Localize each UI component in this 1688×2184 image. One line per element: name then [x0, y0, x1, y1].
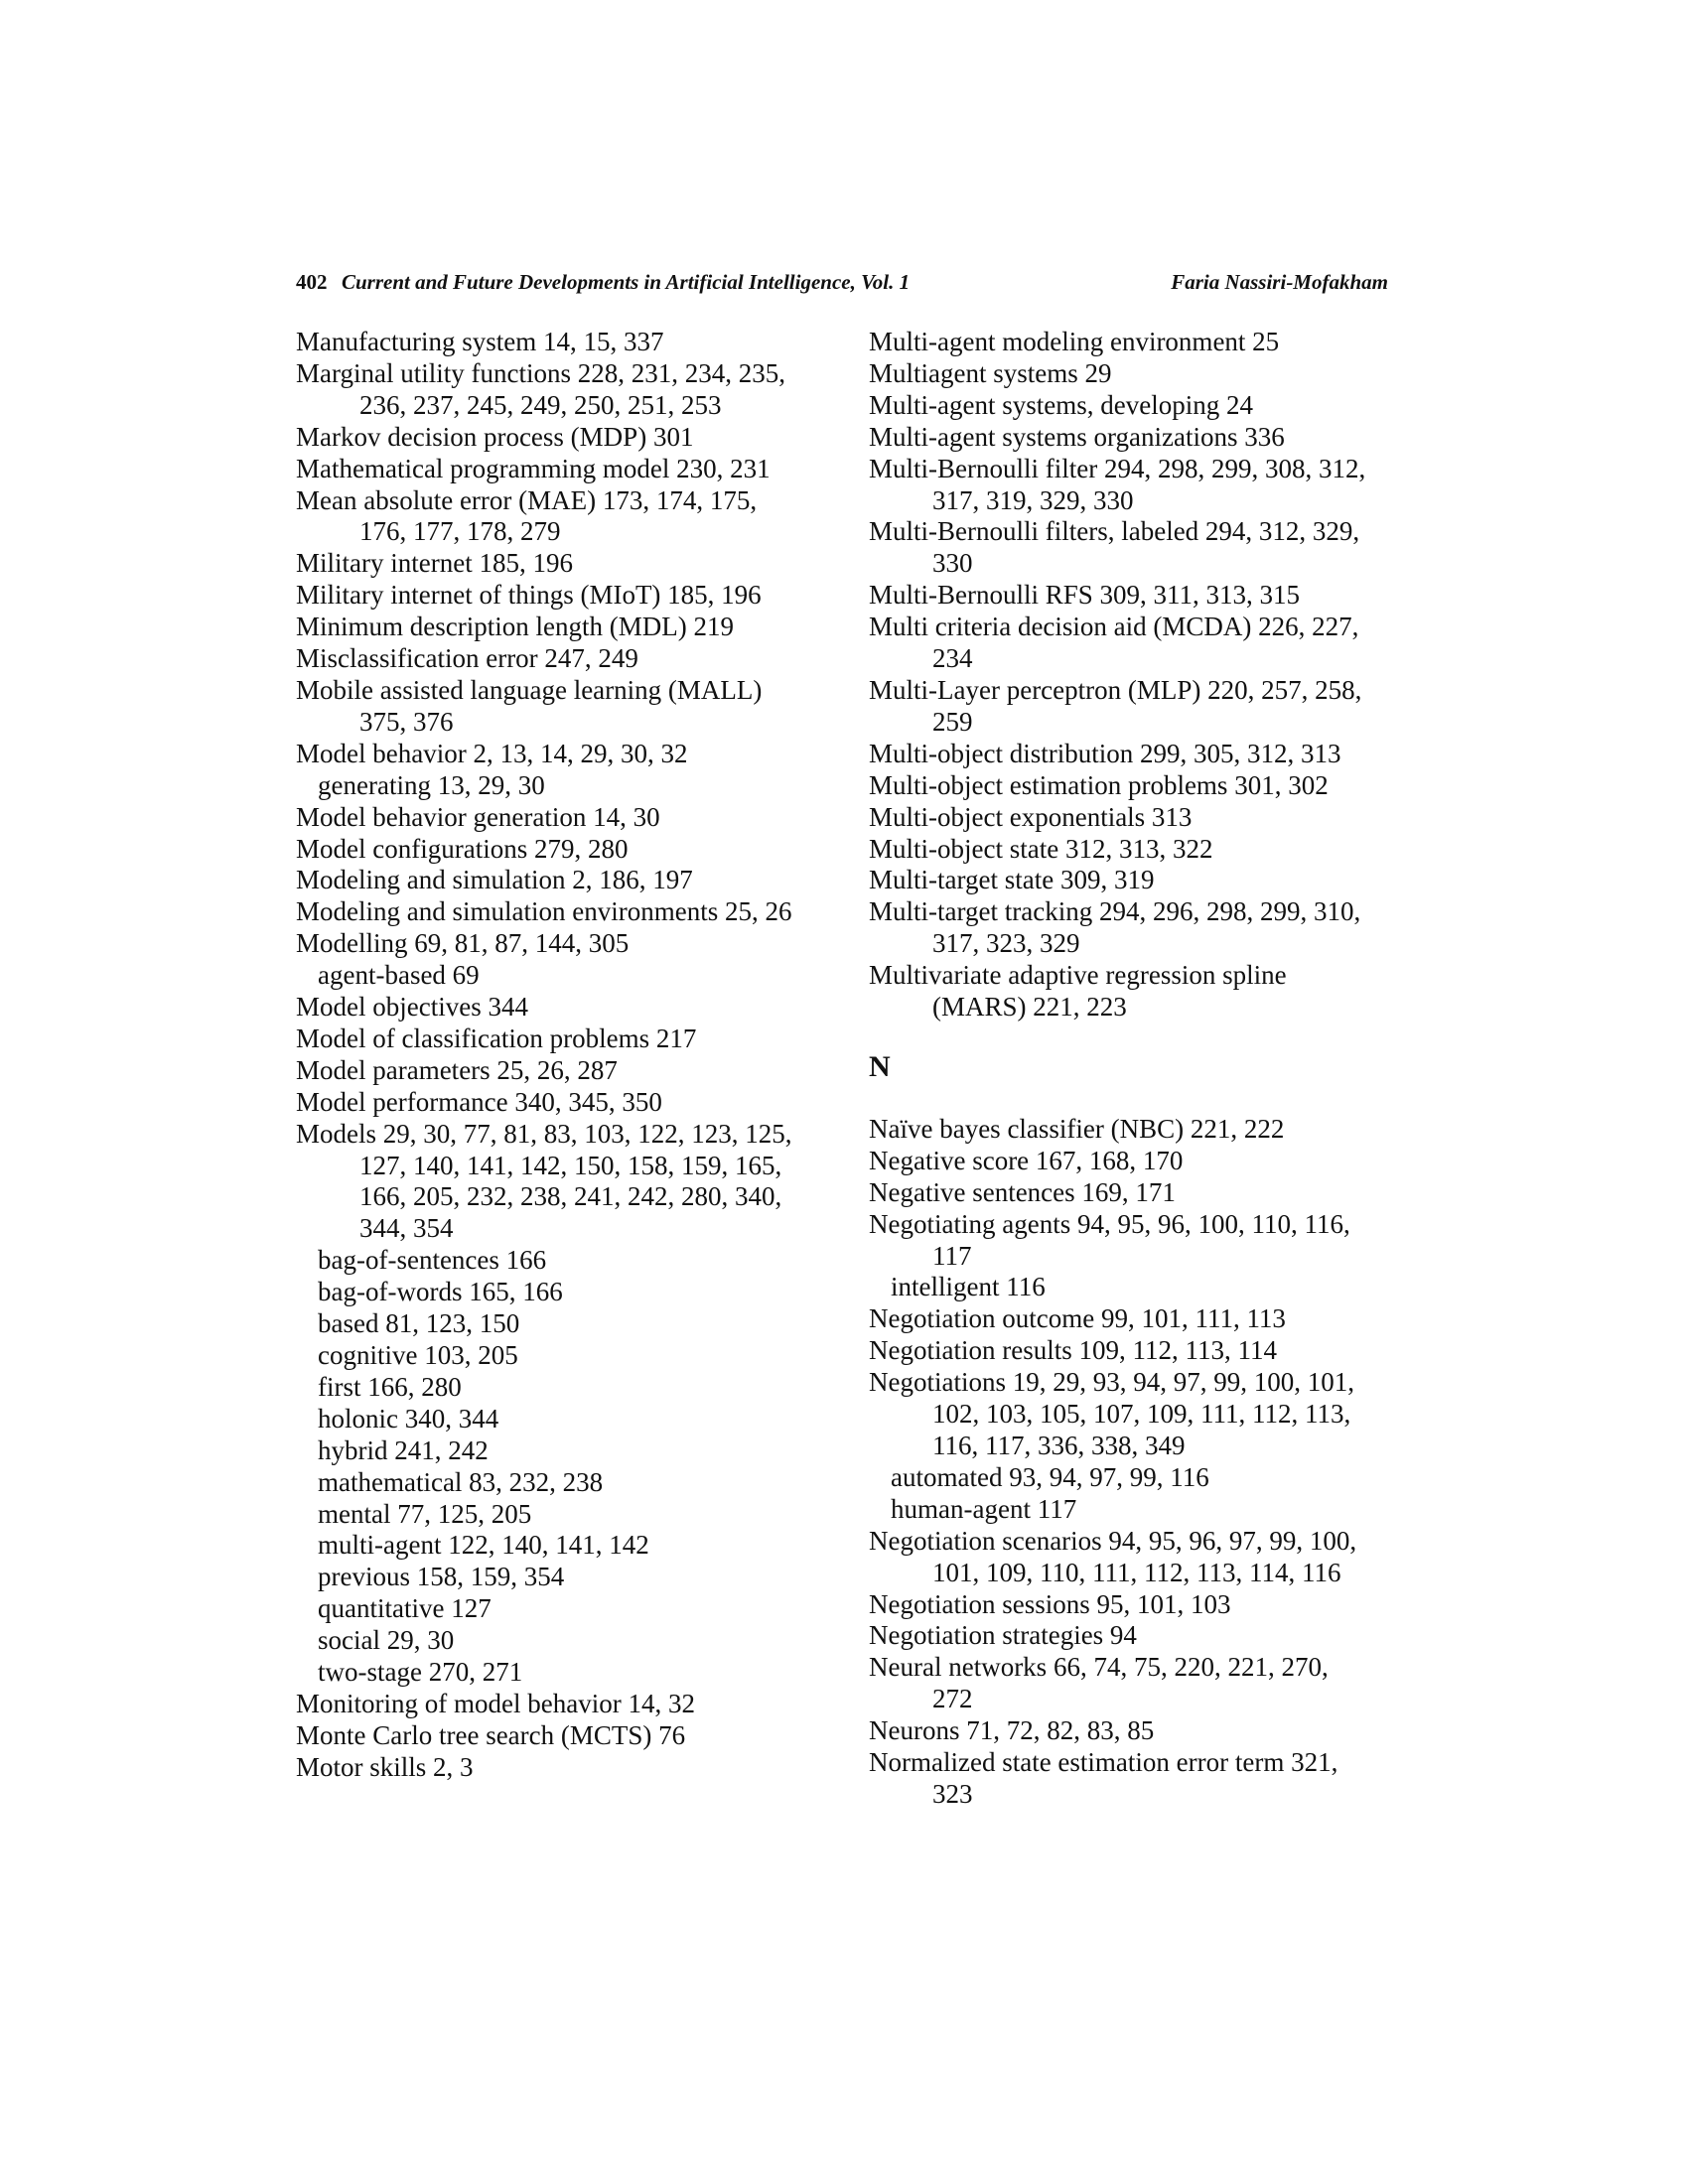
- index-entry-line: Model configurations 279, 280: [296, 833, 629, 864]
- index-entry-line: 176, 177, 178, 279: [359, 516, 561, 547]
- index-entry-line: Neurons 71, 72, 82, 83, 85: [869, 1715, 1155, 1746]
- index-entry: [296, 1024, 832, 1055]
- index-entry-line: cognitive 103, 205: [318, 1340, 518, 1370]
- index-entry: [869, 1620, 1405, 1652]
- index-subentry: [869, 1272, 1405, 1303]
- index-entry-line: Negative score 167, 168, 170: [869, 1145, 1184, 1175]
- index-entry-line: human-agent 117: [891, 1493, 1077, 1524]
- index-entry-line: Neural networks 66, 74, 75, 220, 221, 270,: [869, 1652, 1329, 1683]
- index-subentry: [296, 1308, 832, 1340]
- index-entry: [296, 643, 832, 675]
- index-entry-line: 117: [932, 1240, 972, 1271]
- index-entry: [296, 485, 832, 549]
- index-entry-line: Negative sentences 169, 171: [869, 1176, 1176, 1207]
- index-entry: [869, 1715, 1405, 1747]
- index-entry-line: Misclassification error 247, 249: [296, 643, 638, 674]
- index-entry: [869, 1526, 1405, 1589]
- index-entry-line: Models 29, 30, 77, 81, 83, 103, 122, 123, 125,: [296, 1118, 792, 1149]
- index-entry-line: 101, 109, 110, 111, 112, 113, 114, 116: [932, 1557, 1341, 1587]
- index-entry-line: multi-agent 122, 140, 141, 142: [318, 1530, 649, 1561]
- index-entry: [869, 422, 1405, 454]
- index-entry-line: Multiagent systems 29: [869, 357, 1112, 388]
- index-entry-line: Mobile assisted language learning (MALL): [296, 674, 763, 705]
- index-entry-line: 272: [932, 1684, 973, 1714]
- index-entry-line: Multi-object distribution 299, 305, 312, 313: [869, 738, 1341, 768]
- index-entry: [296, 992, 832, 1024]
- index-entry: [296, 358, 832, 422]
- index-entry-line: (MARS) 221, 223: [932, 992, 1127, 1023]
- index-subentry: [869, 1462, 1405, 1494]
- index-entry: [869, 1747, 1405, 1811]
- index-entry: [869, 1367, 1405, 1462]
- index-entry: [296, 422, 832, 454]
- index-entry: [296, 548, 832, 580]
- index-entry: [296, 1720, 832, 1752]
- index-entry-line: Multi-Bernoulli filters, labeled 294, 312, 329,: [869, 516, 1360, 547]
- index-entry-line: Model objectives 344: [296, 992, 528, 1023]
- index-subentry: [296, 770, 832, 802]
- index-entry-line: Negotiation strategies 94: [869, 1620, 1137, 1651]
- index-subentry: [296, 1372, 832, 1404]
- index-entry-line: Multi-Layer perceptron (MLP) 220, 257, 258,: [869, 674, 1362, 705]
- index-subentry: [296, 1562, 832, 1593]
- index-entry-line: 127, 140, 141, 142, 150, 158, 159, 165,: [359, 1150, 782, 1180]
- index-subentry: [296, 1340, 832, 1372]
- index-entry-line: 166, 205, 232, 238, 241, 242, 280, 340,: [359, 1181, 782, 1212]
- index-column-right: [869, 327, 1405, 1811]
- index-entry-line: Mean absolute error (MAE) 173, 174, 175,: [296, 484, 758, 515]
- index-entry-line: holonic 340, 344: [318, 1403, 499, 1433]
- index-entry-line: Model of classification problems 217: [296, 1023, 697, 1053]
- index-entry: [296, 1087, 832, 1119]
- index-entry: [296, 612, 832, 643]
- index-subentry: [296, 1277, 832, 1308]
- index-entry: [296, 928, 832, 960]
- index-entry: [869, 1652, 1405, 1715]
- index-subentry: [296, 1625, 832, 1657]
- index-entry: [296, 896, 832, 928]
- index-entry-line: 317, 319, 329, 330: [932, 484, 1134, 515]
- index-entry: [869, 896, 1405, 960]
- index-entry: [869, 802, 1405, 834]
- index-entry-line: bag-of-words 165, 166: [318, 1277, 563, 1307]
- index-entry: [869, 390, 1405, 422]
- index-entry-line: Multivariate adaptive regression spline: [869, 960, 1287, 991]
- index-entry-line: Multi-object exponentials 313: [869, 801, 1193, 832]
- index-entry-line: Markov decision process (MDP) 301: [296, 421, 694, 452]
- index-entry-line: intelligent 116: [891, 1272, 1046, 1302]
- index-entry-line: Multi-agent systems, developing 24: [869, 389, 1253, 420]
- index-entry: [869, 1177, 1405, 1209]
- index-entry-line: Naïve bayes classifier (NBC) 221, 222: [869, 1113, 1285, 1144]
- index-entry-line: Motor skills 2, 3: [296, 1751, 474, 1782]
- index-entry-line: Monte Carlo tree search (MCTS) 76: [296, 1719, 686, 1750]
- index-entry-line: Modeling and simulation 2, 186, 197: [296, 865, 693, 895]
- index-subentry: [296, 1499, 832, 1531]
- index-entry-line: bag-of-sentences 166: [318, 1245, 547, 1276]
- index-entry-line: 116, 117, 336, 338, 349: [932, 1431, 1186, 1460]
- index-entry: [869, 327, 1405, 358]
- index-entry-line: Multi-object state 312, 313, 322: [869, 833, 1213, 864]
- index-entry-line: Negotiation scenarios 94, 95, 96, 97, 99, 100,: [869, 1525, 1357, 1556]
- index-entry-line: automated 93, 94, 97, 99, 116: [891, 1461, 1209, 1492]
- index-entry: [869, 358, 1405, 390]
- index-entry-line: Modelling 69, 81, 87, 144, 305: [296, 928, 630, 959]
- index-subentry: [296, 1593, 832, 1625]
- index-entry-line: Military internet 185, 196: [296, 548, 573, 579]
- index-entry-line: generating 13, 29, 30: [318, 769, 545, 800]
- index-entry-line: Model behavior 2, 13, 14, 29, 30, 32: [296, 738, 688, 768]
- index-subentry: [296, 1530, 832, 1562]
- index-entry-line: Normalized state estimation error term 321,: [869, 1747, 1338, 1778]
- index-entry-line: Negotiation sessions 95, 101, 103: [869, 1588, 1231, 1619]
- index-entry-line: 234: [932, 643, 973, 674]
- index-entry: [869, 516, 1405, 580]
- index-entry-line: mental 77, 125, 205: [318, 1498, 532, 1529]
- index-subentry: [296, 1245, 832, 1277]
- index-entry-line: social 29, 30: [318, 1625, 455, 1656]
- index-entry: [869, 739, 1405, 770]
- index-entry: [296, 454, 832, 485]
- index-entry-line: hybrid 241, 242: [318, 1434, 489, 1465]
- index-column-left: [296, 327, 832, 1784]
- index-entry-line: quantitative 127: [318, 1593, 492, 1624]
- index-entry: [869, 1303, 1405, 1335]
- index-group-m-continued: [869, 327, 1405, 1024]
- page-number: 402: [296, 270, 328, 294]
- index-entry: [296, 675, 832, 739]
- section-letter: N: [869, 1049, 891, 1083]
- index-entry-line: Multi-agent modeling environment 25: [869, 327, 1280, 356]
- index-entry-line: first 166, 280: [318, 1371, 462, 1402]
- index-subentry: [869, 1494, 1405, 1526]
- index-entry-line: Model parameters 25, 26, 287: [296, 1054, 618, 1085]
- index-entry-line: based 81, 123, 150: [318, 1308, 520, 1339]
- index-entry: [869, 834, 1405, 866]
- index-entry: [296, 327, 832, 358]
- index-entry-line: 344, 354: [359, 1213, 454, 1244]
- index-subentry: [296, 960, 832, 992]
- index-entry: [869, 454, 1405, 517]
- index-entry-line: Multi-agent systems organizations 336: [869, 421, 1285, 452]
- index-entry-line: Minimum description length (MDL) 219: [296, 612, 734, 642]
- index-entry: [869, 1335, 1405, 1367]
- index-entry-line: Multi-target tracking 294, 296, 298, 299, 310,: [869, 896, 1361, 927]
- index-entry-line: Multi-Bernoulli filter 294, 298, 299, 308, 312,: [869, 453, 1366, 483]
- index-entry: [296, 834, 832, 866]
- index-entry-line: Mathematical programming model 230, 231: [296, 453, 771, 483]
- index-entry-line: Military internet of things (MIoT) 185, 196: [296, 580, 762, 611]
- index-entry: [869, 580, 1405, 612]
- index-entry-line: Negotiation results 109, 112, 113, 114: [869, 1335, 1277, 1366]
- index-entry-line: Multi-target state 309, 319: [869, 865, 1155, 895]
- index-entry: [869, 612, 1405, 675]
- index-entry-line: Negotiating agents 94, 95, 96, 100, 110, 116,: [869, 1208, 1350, 1239]
- index-entry-line: Manufacturing system 14, 15, 337: [296, 327, 664, 356]
- index-subentry: [296, 1657, 832, 1689]
- index-entry-line: Modeling and simulation environments 25, 26: [296, 896, 792, 927]
- index-entry-line: Marginal utility functions 228, 231, 234, 235,: [296, 357, 785, 388]
- running-header: [296, 270, 1388, 302]
- index-entry-line: Multi-Bernoulli RFS 309, 311, 313, 315: [869, 580, 1301, 611]
- index-entry-line: Multi-object estimation problems 301, 302: [869, 769, 1329, 800]
- index-entry-line: 330: [932, 548, 973, 579]
- index-entry: [296, 802, 832, 834]
- index-subentry: [296, 1467, 832, 1499]
- index-subentry: [296, 1404, 832, 1435]
- index-entry-line: two-stage 270, 271: [318, 1657, 523, 1688]
- index-subentry: [296, 1435, 832, 1467]
- index-entry: [296, 1119, 832, 1246]
- index-entry-line: Negotiations 19, 29, 93, 94, 97, 99, 100, 101,: [869, 1367, 1354, 1398]
- index-entry-line: agent-based 69: [318, 960, 480, 991]
- index-entry: [869, 1146, 1405, 1177]
- index-entry-line: 259: [932, 706, 973, 737]
- index-entry: [869, 1114, 1405, 1146]
- index-entry-line: 102, 103, 105, 107, 109, 111, 112, 113,: [932, 1399, 1351, 1430]
- index-entry-line: mathematical 83, 232, 238: [318, 1466, 604, 1497]
- index-entry: [869, 1589, 1405, 1621]
- index-entry: [869, 1209, 1405, 1273]
- index-entry-line: Multi criteria decision aid (MCDA) 226, 227,: [869, 612, 1359, 642]
- index-entry: [296, 1055, 832, 1087]
- index-entry-line: Model performance 340, 345, 350: [296, 1086, 662, 1117]
- index-group-n: [869, 1114, 1405, 1811]
- author-name: Faria Nassiri-Mofakham: [1171, 270, 1388, 294]
- index-entry-line: 317, 323, 329: [932, 928, 1080, 959]
- index-entry: [869, 960, 1405, 1024]
- index-entry: [869, 675, 1405, 739]
- index-entry-line: 323: [932, 1778, 973, 1809]
- index-entry-line: 375, 376: [359, 706, 454, 737]
- index-entry-line: Model behavior generation 14, 30: [296, 801, 660, 832]
- index-entry: [296, 580, 832, 612]
- index-entry: [296, 865, 832, 896]
- index-entry: [296, 739, 832, 770]
- index-entry: [869, 865, 1405, 896]
- book-title: Current and Future Developments in Artificial Intelligence, Vol. 1: [342, 270, 911, 294]
- index-entry: [869, 770, 1405, 802]
- index-entry-line: 236, 237, 245, 249, 250, 251, 253: [359, 389, 722, 420]
- index-entry-line: Monitoring of model behavior 14, 32: [296, 1688, 695, 1718]
- index-entry-line: previous 158, 159, 354: [318, 1562, 565, 1592]
- index-entry-line: Negotiation outcome 99, 101, 111, 113: [869, 1303, 1286, 1334]
- index-entry: [296, 1689, 832, 1720]
- index-entry: [296, 1752, 832, 1784]
